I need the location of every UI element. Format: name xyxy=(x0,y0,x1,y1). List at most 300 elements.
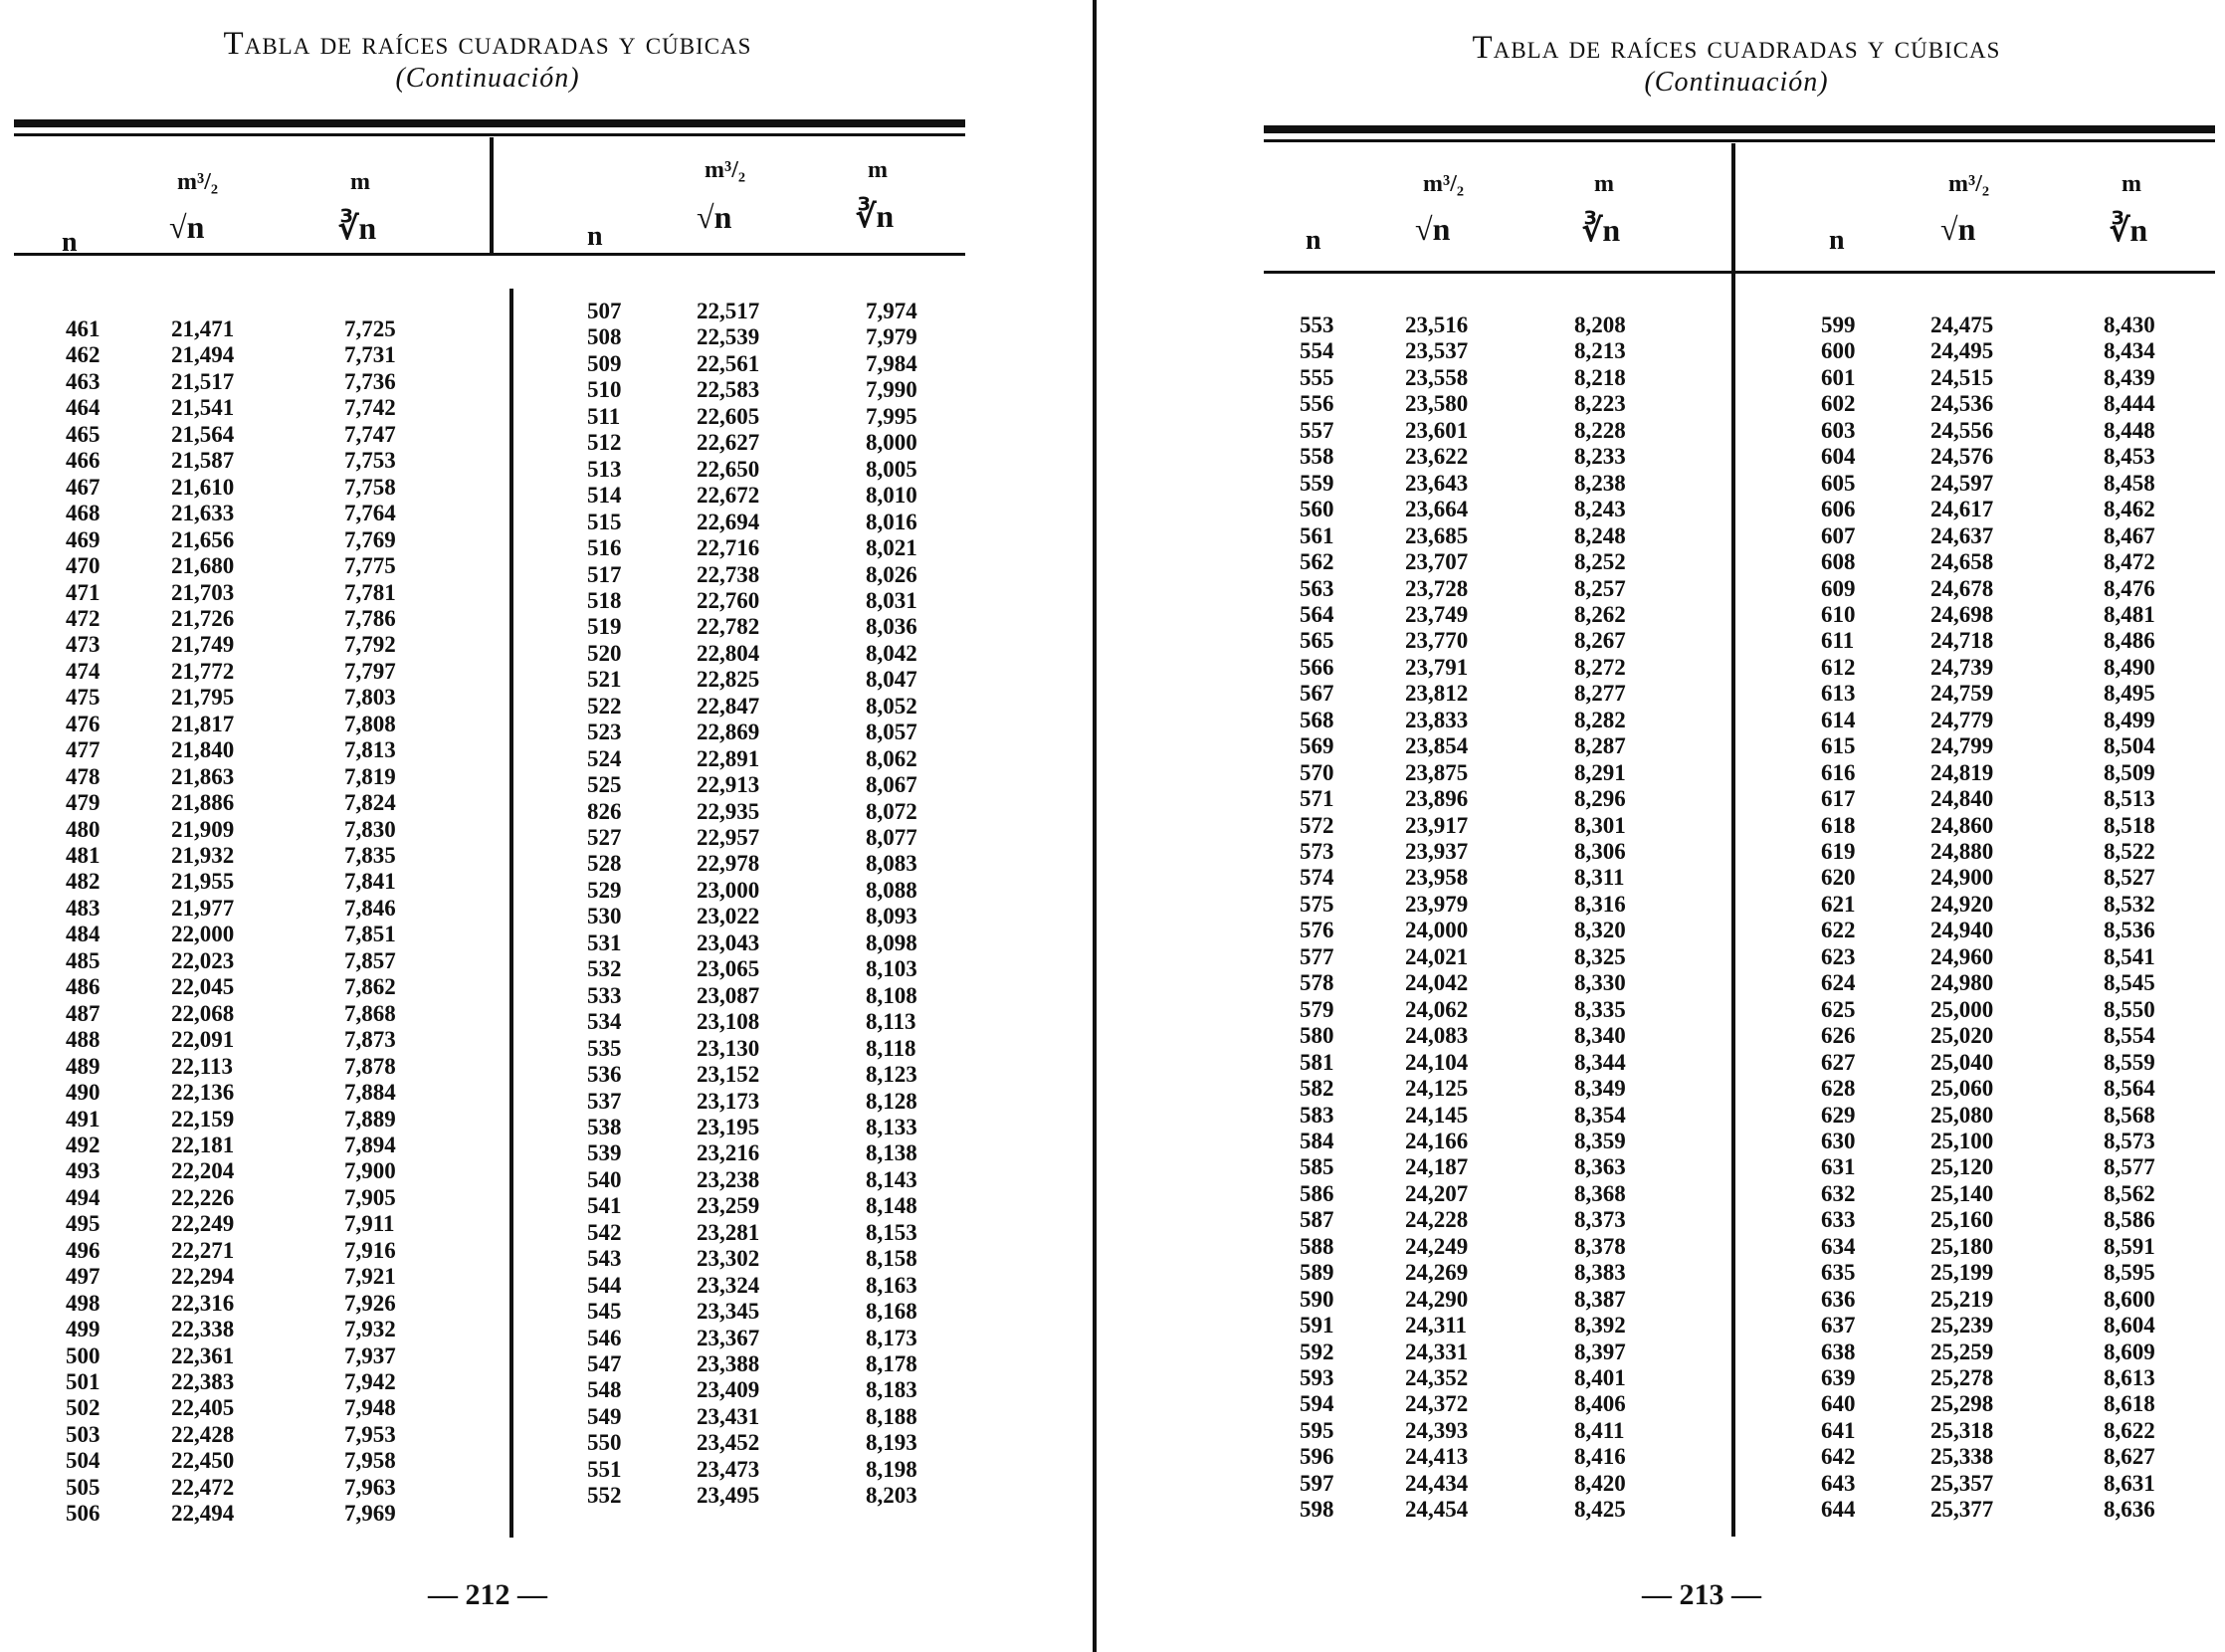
cell-n: 511 xyxy=(587,403,621,429)
cell-n: 599 xyxy=(1821,312,1856,337)
cell-sqrt: 23,896 xyxy=(1405,786,1469,812)
cell-sqrt: 24,145 xyxy=(1405,1102,1469,1128)
cell-cbrt: 7,916 xyxy=(344,1237,396,1263)
cell-n: 546 xyxy=(587,1325,622,1350)
cell-cbrt: 8,378 xyxy=(1574,1233,1626,1259)
cell-sqrt: 25,338 xyxy=(1930,1444,1994,1470)
cell-cbrt: 8,344 xyxy=(1574,1049,1626,1075)
cell-cbrt: 8,495 xyxy=(2104,681,2155,707)
cell-n: 496 xyxy=(66,1237,101,1263)
cell-n: 490 xyxy=(66,1080,101,1106)
cell-n: 472 xyxy=(66,605,101,631)
cell-cbrt: 8,545 xyxy=(2104,970,2155,996)
cell-sqrt: 24,021 xyxy=(1405,943,1469,969)
cell-sqrt: 22,113 xyxy=(171,1053,233,1079)
cell-n: 469 xyxy=(66,526,101,552)
header-rule-thick xyxy=(14,119,965,127)
cell-sqrt: 23,043 xyxy=(697,929,760,955)
cell-cbrt: 8,016 xyxy=(866,509,917,534)
cell-n: 561 xyxy=(1300,522,1334,548)
cell-cbrt: 8,541 xyxy=(2104,943,2155,969)
cell-cbrt: 8,198 xyxy=(866,1456,917,1482)
cell-n: 610 xyxy=(1821,601,1856,627)
cell-cbrt: 8,550 xyxy=(2104,996,2155,1022)
cell-sqrt: 22,517 xyxy=(697,299,760,323)
cell-n: 609 xyxy=(1821,575,1856,601)
cell-sqrt: 23,728 xyxy=(1405,575,1469,601)
cell-n: 537 xyxy=(587,1088,622,1114)
cell-cbrt: 8,213 xyxy=(1574,338,1626,364)
cell-n: 482 xyxy=(66,869,101,895)
cell-sqrt: 23,216 xyxy=(697,1140,760,1166)
cell-sqrt: 21,471 xyxy=(171,316,235,341)
cell-sqrt: 23,409 xyxy=(697,1377,760,1403)
cell-cbrt: 8,153 xyxy=(866,1219,917,1245)
cell-cbrt: 7,873 xyxy=(344,1027,396,1053)
cell-cbrt: 8,098 xyxy=(866,929,917,955)
cell-n: 498 xyxy=(66,1290,101,1316)
cell-sqrt: 23,195 xyxy=(697,1114,760,1139)
cell-sqrt: 22,091 xyxy=(171,1027,235,1053)
cell-n: 569 xyxy=(1300,733,1334,759)
cell-cbrt: 8,306 xyxy=(1574,839,1626,864)
cell-sqrt: 23,937 xyxy=(1405,839,1469,864)
cell-n: 636 xyxy=(1821,1286,1856,1312)
cell-n: 600 xyxy=(1821,338,1856,364)
cell-sqrt: 25,199 xyxy=(1930,1260,1994,1286)
cell-cbrt: 8,057 xyxy=(866,720,917,745)
cell-cbrt: 8,609 xyxy=(2104,1339,2155,1364)
page-number: — 213 — xyxy=(1642,1578,1761,1611)
cell-n: 523 xyxy=(587,720,622,745)
cell-n: 641 xyxy=(1821,1417,1856,1443)
cell-sqrt: 21,680 xyxy=(171,553,235,579)
cell-sqrt: 25,160 xyxy=(1930,1207,1994,1233)
cell-sqrt: 25,239 xyxy=(1930,1313,1994,1339)
cell-sqrt: 22,159 xyxy=(171,1106,235,1132)
cell-cbrt: 7,911 xyxy=(344,1211,395,1237)
cell-sqrt: 23,537 xyxy=(1405,338,1469,364)
cell-cbrt: 8,397 xyxy=(1574,1339,1626,1364)
cell-cbrt: 7,781 xyxy=(344,579,396,605)
cell-cbrt: 8,093 xyxy=(866,904,917,929)
cell-cbrt: 8,228 xyxy=(1574,417,1626,443)
cell-sqrt: 22,405 xyxy=(171,1395,235,1421)
cell-cbrt: 8,499 xyxy=(2104,707,2155,732)
cell-n: 625 xyxy=(1821,996,1856,1022)
cell-cbrt: 8,411 xyxy=(1574,1417,1625,1443)
cell-sqrt: 25,318 xyxy=(1930,1417,1994,1443)
cell-sqrt: 24,434 xyxy=(1405,1470,1469,1496)
cell-sqrt: 24,042 xyxy=(1405,970,1469,996)
cell-cbrt: 8,631 xyxy=(2104,1470,2155,1496)
cell-sqrt: 25,259 xyxy=(1930,1339,1994,1364)
cell-n: 534 xyxy=(587,1009,622,1035)
cell-n: 643 xyxy=(1821,1470,1856,1496)
cell-sqrt: 21,633 xyxy=(171,501,235,526)
cell-cbrt: 8,163 xyxy=(866,1272,917,1298)
cell-cbrt: 8,052 xyxy=(866,693,917,719)
header-rule-thick xyxy=(1264,125,2215,133)
cell-n: 612 xyxy=(1821,654,1856,680)
cell-sqrt: 25,100 xyxy=(1930,1128,1994,1153)
cell-cbrt: 8,223 xyxy=(1574,391,1626,417)
cell-cbrt: 7,841 xyxy=(344,869,396,895)
page-title xyxy=(0,26,975,95)
cell-n: 567 xyxy=(1300,681,1334,707)
cell-cbrt: 8,527 xyxy=(2104,865,2155,891)
cell-sqrt: 23,367 xyxy=(697,1325,760,1350)
cell-sqrt: 23,173 xyxy=(697,1088,760,1114)
cell-n: 644 xyxy=(1821,1497,1856,1523)
cell-cbrt: 7,958 xyxy=(344,1448,396,1474)
cell-n: 485 xyxy=(66,947,101,973)
cell-sqrt: 22,913 xyxy=(697,772,760,798)
cell-cbrt: 8,509 xyxy=(2104,759,2155,785)
cell-sqrt: 23,152 xyxy=(697,1062,760,1088)
cell-n: 576 xyxy=(1300,918,1334,943)
cell-sqrt: 22,294 xyxy=(171,1264,235,1290)
cell-cbrt: 8,143 xyxy=(866,1166,917,1192)
cell-cbrt: 8,103 xyxy=(866,956,917,982)
cell-n: 486 xyxy=(66,974,101,1000)
cell-cbrt: 8,458 xyxy=(2104,470,2155,496)
cell-cbrt: 8,128 xyxy=(866,1088,917,1114)
cell-n: 573 xyxy=(1300,839,1334,864)
cell-n: 543 xyxy=(587,1246,622,1272)
cell-n: 480 xyxy=(66,816,101,842)
cell-cbrt: 8,158 xyxy=(866,1246,917,1272)
cell-cbrt: 8,486 xyxy=(2104,628,2155,654)
cell-n: 628 xyxy=(1821,1076,1856,1102)
cell-cbrt: 8,490 xyxy=(2104,654,2155,680)
cell-sqrt: 24,125 xyxy=(1405,1076,1469,1102)
cell-sqrt: 24,536 xyxy=(1930,391,1994,417)
cell-n: 564 xyxy=(1300,601,1334,627)
cell-n: 463 xyxy=(66,368,101,394)
cell-n: 500 xyxy=(66,1342,101,1368)
cell-sqrt: 22,226 xyxy=(171,1184,235,1210)
cell-n: 616 xyxy=(1821,759,1856,785)
cell-n: 624 xyxy=(1821,970,1856,996)
cell-cbrt: 7,942 xyxy=(344,1369,396,1394)
cell-sqrt: 22,316 xyxy=(171,1290,235,1316)
cell-cbrt: 8,148 xyxy=(866,1193,917,1219)
cell-cbrt: 8,301 xyxy=(1574,812,1626,838)
cell-n: 632 xyxy=(1821,1180,1856,1206)
cell-sqrt: 25,120 xyxy=(1930,1154,1994,1180)
cell-cbrt: 7,731 xyxy=(344,342,396,368)
cell-cbrt: 8,536 xyxy=(2104,918,2155,943)
cell-cbrt: 8,062 xyxy=(866,745,917,771)
cell-n: 535 xyxy=(587,1035,622,1061)
cell-n: 491 xyxy=(66,1106,101,1132)
cell-cbrt: 7,926 xyxy=(344,1290,396,1316)
cell-cbrt: 8,218 xyxy=(1574,364,1626,390)
cell-n: 581 xyxy=(1300,1049,1334,1075)
cell-n: 552 xyxy=(587,1483,622,1509)
cell-cbrt: 8,083 xyxy=(866,851,917,877)
cell-sqrt: 24,880 xyxy=(1930,839,1994,864)
cell-sqrt: 22,583 xyxy=(697,377,760,403)
cell-cbrt: 8,188 xyxy=(866,1403,917,1429)
cell-n: 630 xyxy=(1821,1128,1856,1153)
cell-cbrt: 8,453 xyxy=(2104,444,2155,470)
cell-cbrt: 8,416 xyxy=(1574,1444,1626,1470)
cell-sqrt: 24,556 xyxy=(1930,417,1994,443)
cell-cbrt: 8,363 xyxy=(1574,1154,1626,1180)
cell-n: 464 xyxy=(66,395,101,421)
cell-sqrt: 22,804 xyxy=(697,640,760,666)
cell-cbrt: 7,824 xyxy=(344,790,396,816)
cell-n: 540 xyxy=(587,1166,622,1192)
cell-n: 468 xyxy=(66,501,101,526)
cell-n: 488 xyxy=(66,1027,101,1053)
cell-n: 586 xyxy=(1300,1180,1334,1206)
cell-sqrt: 23,473 xyxy=(697,1456,760,1482)
cell-sqrt: 23,281 xyxy=(697,1219,760,1245)
cell-n: 544 xyxy=(587,1272,622,1298)
cell-n: 502 xyxy=(66,1395,101,1421)
cell-n: 531 xyxy=(587,929,622,955)
cell-sqrt: 24,495 xyxy=(1930,338,1994,364)
cell-n: 538 xyxy=(587,1114,622,1139)
cell-sqrt: 24,960 xyxy=(1930,943,1994,969)
cell-cbrt: 7,894 xyxy=(344,1132,396,1157)
cell-sqrt: 22,472 xyxy=(171,1474,235,1500)
cell-n: 554 xyxy=(1300,338,1334,364)
title-main: Tabla de raíces cuadradas y cúbicas xyxy=(223,26,752,62)
cell-cbrt: 7,846 xyxy=(344,895,396,921)
cell-sqrt: 24,290 xyxy=(1405,1286,1469,1312)
cell-cbrt: 7,995 xyxy=(866,403,917,429)
cell-n: 501 xyxy=(66,1369,101,1394)
cell-n: 483 xyxy=(66,895,101,921)
cell-cbrt: 7,851 xyxy=(344,922,396,947)
cell-cbrt: 8,462 xyxy=(2104,497,2155,522)
cell-sqrt: 24,187 xyxy=(1405,1154,1469,1180)
cell-n: 595 xyxy=(1300,1417,1334,1443)
cell-n: 565 xyxy=(1300,628,1334,654)
cell-n: 492 xyxy=(66,1132,101,1157)
cell-cbrt: 8,113 xyxy=(866,1009,916,1035)
cell-n: 593 xyxy=(1300,1365,1334,1390)
cell-n: 549 xyxy=(587,1403,622,1429)
cell-n: 516 xyxy=(587,535,622,561)
cell-cbrt: 8,123 xyxy=(866,1062,917,1088)
cell-sqrt: 21,541 xyxy=(171,395,235,421)
cell-sqrt: 24,860 xyxy=(1930,812,1994,838)
cell-sqrt: 25,040 xyxy=(1930,1049,1994,1075)
cell-cbrt: 8,420 xyxy=(1574,1470,1626,1496)
cell-cbrt: 8,368 xyxy=(1574,1180,1626,1206)
cell-n: 626 xyxy=(1821,1023,1856,1049)
cell-sqrt: 23,958 xyxy=(1405,865,1469,891)
cell-cbrt: 8,077 xyxy=(866,825,917,850)
column-divider xyxy=(1731,143,1735,1537)
cell-n: 520 xyxy=(587,640,622,666)
cell-n: 557 xyxy=(1300,417,1334,443)
cell-sqrt: 23,622 xyxy=(1405,444,1469,470)
cell-sqrt: 23,979 xyxy=(1405,891,1469,917)
cell-n: 601 xyxy=(1821,364,1856,390)
cell-sqrt: 24,454 xyxy=(1405,1497,1469,1523)
cell-sqrt: 22,181 xyxy=(171,1132,235,1157)
cell-cbrt: 7,990 xyxy=(866,377,917,403)
cell-cbrt: 8,208 xyxy=(1574,312,1626,337)
cell-cbrt: 8,233 xyxy=(1574,444,1626,470)
cell-sqrt: 21,656 xyxy=(171,526,235,552)
cell-cbrt: 7,803 xyxy=(344,685,396,711)
column-divider xyxy=(490,137,494,255)
cell-cbrt: 7,764 xyxy=(344,501,396,526)
page-title xyxy=(1264,30,2209,99)
cell-sqrt: 21,749 xyxy=(171,632,235,658)
cell-cbrt: 8,522 xyxy=(2104,839,2155,864)
cell-n: 489 xyxy=(66,1053,101,1079)
cell-n: 563 xyxy=(1300,575,1334,601)
cell-sqrt: 22,249 xyxy=(171,1211,235,1237)
cell-n: 476 xyxy=(66,711,101,736)
cell-sqrt: 23,238 xyxy=(697,1166,760,1192)
cell-cbrt: 7,963 xyxy=(344,1474,396,1500)
cell-n: 577 xyxy=(1300,943,1334,969)
cell-n: 575 xyxy=(1300,891,1334,917)
cell-cbrt: 7,868 xyxy=(344,1000,396,1026)
cell-n: 529 xyxy=(587,877,622,903)
cell-cbrt: 8,613 xyxy=(2104,1365,2155,1390)
cell-sqrt: 24,228 xyxy=(1405,1207,1469,1233)
cell-cbrt: 7,948 xyxy=(344,1395,396,1421)
cell-sqrt: 24,718 xyxy=(1930,628,1994,654)
cell-n: 614 xyxy=(1821,707,1856,732)
cell-cbrt: 7,813 xyxy=(344,737,396,763)
cell-n: 559 xyxy=(1300,470,1334,496)
cell-sqrt: 24,249 xyxy=(1405,1233,1469,1259)
cell-n: 466 xyxy=(66,448,101,474)
cell-cbrt: 8,425 xyxy=(1574,1497,1626,1523)
cell-sqrt: 22,738 xyxy=(697,561,760,587)
cell-cbrt: 8,330 xyxy=(1574,970,1626,996)
cell-cbrt: 8,267 xyxy=(1574,628,1626,654)
cell-sqrt: 25,357 xyxy=(1930,1470,1994,1496)
cell-cbrt: 8,562 xyxy=(2104,1180,2155,1206)
cell-sqrt: 22,672 xyxy=(697,483,760,509)
cell-n: 530 xyxy=(587,904,622,929)
cell-cbrt: 8,257 xyxy=(1574,575,1626,601)
cell-sqrt: 22,869 xyxy=(697,720,760,745)
cell-cbrt: 8,573 xyxy=(2104,1128,2155,1153)
cell-n: 542 xyxy=(587,1219,622,1245)
cell-cbrt: 8,311 xyxy=(1574,865,1625,891)
cell-cbrt: 7,758 xyxy=(344,474,396,500)
column-divider xyxy=(509,289,513,1538)
cell-cbrt: 8,173 xyxy=(866,1325,917,1350)
cell-n: 642 xyxy=(1821,1444,1856,1470)
cell-sqrt: 24,637 xyxy=(1930,522,1994,548)
cell-n: 495 xyxy=(66,1211,101,1237)
cell-cbrt: 7,857 xyxy=(344,947,396,973)
cell-n: 470 xyxy=(66,553,101,579)
cell-n: 519 xyxy=(587,614,622,640)
cell-cbrt: 8,248 xyxy=(1574,522,1626,548)
cell-n: 597 xyxy=(1300,1470,1334,1496)
cell-sqrt: 23,812 xyxy=(1405,681,1469,707)
cell-sqrt: 23,664 xyxy=(1405,497,1469,522)
cell-cbrt: 8,118 xyxy=(866,1035,916,1061)
cell-sqrt: 23,324 xyxy=(697,1272,760,1298)
cell-cbrt: 7,979 xyxy=(866,324,917,350)
cell-cbrt: 8,272 xyxy=(1574,654,1626,680)
cell-cbrt: 8,604 xyxy=(2104,1313,2155,1339)
cell-cbrt: 8,434 xyxy=(2104,338,2155,364)
cell-sqrt: 23,833 xyxy=(1405,707,1469,732)
cell-sqrt: 24,413 xyxy=(1405,1444,1469,1470)
title-main: Tabla de raíces cuadradas y cúbicas xyxy=(1472,30,2001,66)
cell-cbrt: 8,476 xyxy=(2104,575,2155,601)
cell-n: 510 xyxy=(587,377,622,403)
cell-cbrt: 8,010 xyxy=(866,483,917,509)
cell-cbrt: 8,243 xyxy=(1574,497,1626,522)
page-212: Tabla de raíces cuadradas y cúbicas (Continuación) n m³/₂ √n m ∛n n m³/₂ √n m ∛n 461 21,471 7,725 462 21,494 7,731 463 21,517 7,736 464 21,541 7,742 465 21,564 7,747 466 21,587 7,753 467 21,610 7,758 468 21,633 7,764 469 21,656 7,769 470 21,680 7,775 471 21,703 7,781 472 21,726 7,786 473 21,749 7,792 474 21,772 7,797 475 21,795 7,803 476 21,817 7,808 477 21,840 7,813 478 21,863 7,819 479 21,886 7,824 480 21,909 7,830 481 21,932 7,835 482 21,955 7,841 483 21,977 7,846 484 22,000 7,851 485 22,023 7,857 486 22,045 7,862 487 22,068 7,868 488 22,091 7,873 489 22,113 7,878 490 22,136 7,884 491 22,159 7,889 492 22,181 7,894 493 22,204 7,900 494 22,226 7,905 495 22,249 7,911 496 22,271 7,916 497 22,294 7,921 498 22,316 7,926 499 22,338 7,932 500 22,361 7,937 501 22,383 7,942 502 22,405 7,948 503 22,428 7,953 504 22,450 7,958 505 22,472 7,963 506 22,494 7,969 507 22,517 7,974 508 22,539 7,979 509 22,561 7,984 510 22,583 7,990 511 22,605 7,995 512 22,627 8,000 513 22,650 8,005 514 22,672 8,010 515 22,694 8,016 516 22,716 8,021 517 22,738 8,026 518 22,760 8,031 519 22,782 8,036 520 22,804 8,042 521 22,825 8,047 522 22,847 8,052 523 22,869 8,057 524 22,891 8,062 525 22,913 8,067 826 22,935 8,072 527 22,957 8,077 528 22,978 8,083 529 23,000 8,088 530 23,022 8,093 531 23,043 8,098 532 23,065 8,103 533 23,087 8,108 534 23,108 8,113 535 23,130 8,118 536 23,152 8,123 537 23,173 8,128 538 23,195 8,133 539 23,216 8,138 540 23,238 8,143 541 23,259 8,148 542 23,281 8,153 543 23,302 8,158 544 23,324 8,163 545 23,345 8,168 546 23,367 8,173 547 23,388 8,178 548 23,409 8,183 549 23,431 8,188 550 23,452 8,193 551 23,473 8,198 552 23,495 8,203 — 212 — xyxy=(0,0,1085,1652)
cell-n: 517 xyxy=(587,561,622,587)
cell-cbrt: 7,953 xyxy=(344,1421,396,1447)
cell-sqrt: 21,909 xyxy=(171,816,235,842)
cell-sqrt: 23,259 xyxy=(697,1193,760,1219)
cell-sqrt: 21,564 xyxy=(171,421,235,447)
cell-sqrt: 21,886 xyxy=(171,790,235,816)
cell-cbrt: 8,504 xyxy=(2104,733,2155,759)
cell-n: 640 xyxy=(1821,1391,1856,1417)
cell-cbrt: 7,786 xyxy=(344,605,396,631)
header-rule-thin xyxy=(14,133,965,136)
cell-sqrt: 23,388 xyxy=(697,1351,760,1376)
cell-n: 509 xyxy=(587,350,622,376)
cell-n: 562 xyxy=(1300,549,1334,575)
cell-cbrt: 8,481 xyxy=(2104,601,2155,627)
cell-sqrt: 21,517 xyxy=(171,368,235,394)
cell-cbrt: 8,316 xyxy=(1574,891,1626,917)
cell-sqrt: 23,749 xyxy=(1405,601,1469,627)
cell-cbrt: 8,622 xyxy=(2104,1417,2155,1443)
cell-cbrt: 8,005 xyxy=(866,456,917,482)
cell-cbrt: 8,021 xyxy=(866,535,917,561)
cell-sqrt: 23,065 xyxy=(697,956,760,982)
cell-n: 524 xyxy=(587,745,622,771)
cell-sqrt: 22,847 xyxy=(697,693,760,719)
cell-sqrt: 25,180 xyxy=(1930,1233,1994,1259)
cell-sqrt: 21,494 xyxy=(171,342,235,368)
cell-sqrt: 21,610 xyxy=(171,474,235,500)
cell-sqrt: 22,891 xyxy=(697,745,760,771)
cell-cbrt: 8,513 xyxy=(2104,786,2155,812)
cell-n: 512 xyxy=(587,430,622,456)
cell-sqrt: 25,140 xyxy=(1930,1180,1994,1206)
cell-sqrt: 25,377 xyxy=(1930,1497,1994,1523)
cell-sqrt: 22,782 xyxy=(697,614,760,640)
cell-sqrt: 23,770 xyxy=(1405,628,1469,654)
cell-n: 590 xyxy=(1300,1286,1334,1312)
cell-n: 598 xyxy=(1300,1497,1334,1523)
cell-cbrt: 8,252 xyxy=(1574,549,1626,575)
cell-cbrt: 8,467 xyxy=(2104,522,2155,548)
cell-n: 503 xyxy=(66,1421,101,1447)
cell-sqrt: 24,269 xyxy=(1405,1260,1469,1286)
cell-n: 623 xyxy=(1821,943,1856,969)
cell-n: 533 xyxy=(587,982,622,1008)
cell-cbrt: 8,108 xyxy=(866,982,917,1008)
cell-sqrt: 24,207 xyxy=(1405,1180,1469,1206)
